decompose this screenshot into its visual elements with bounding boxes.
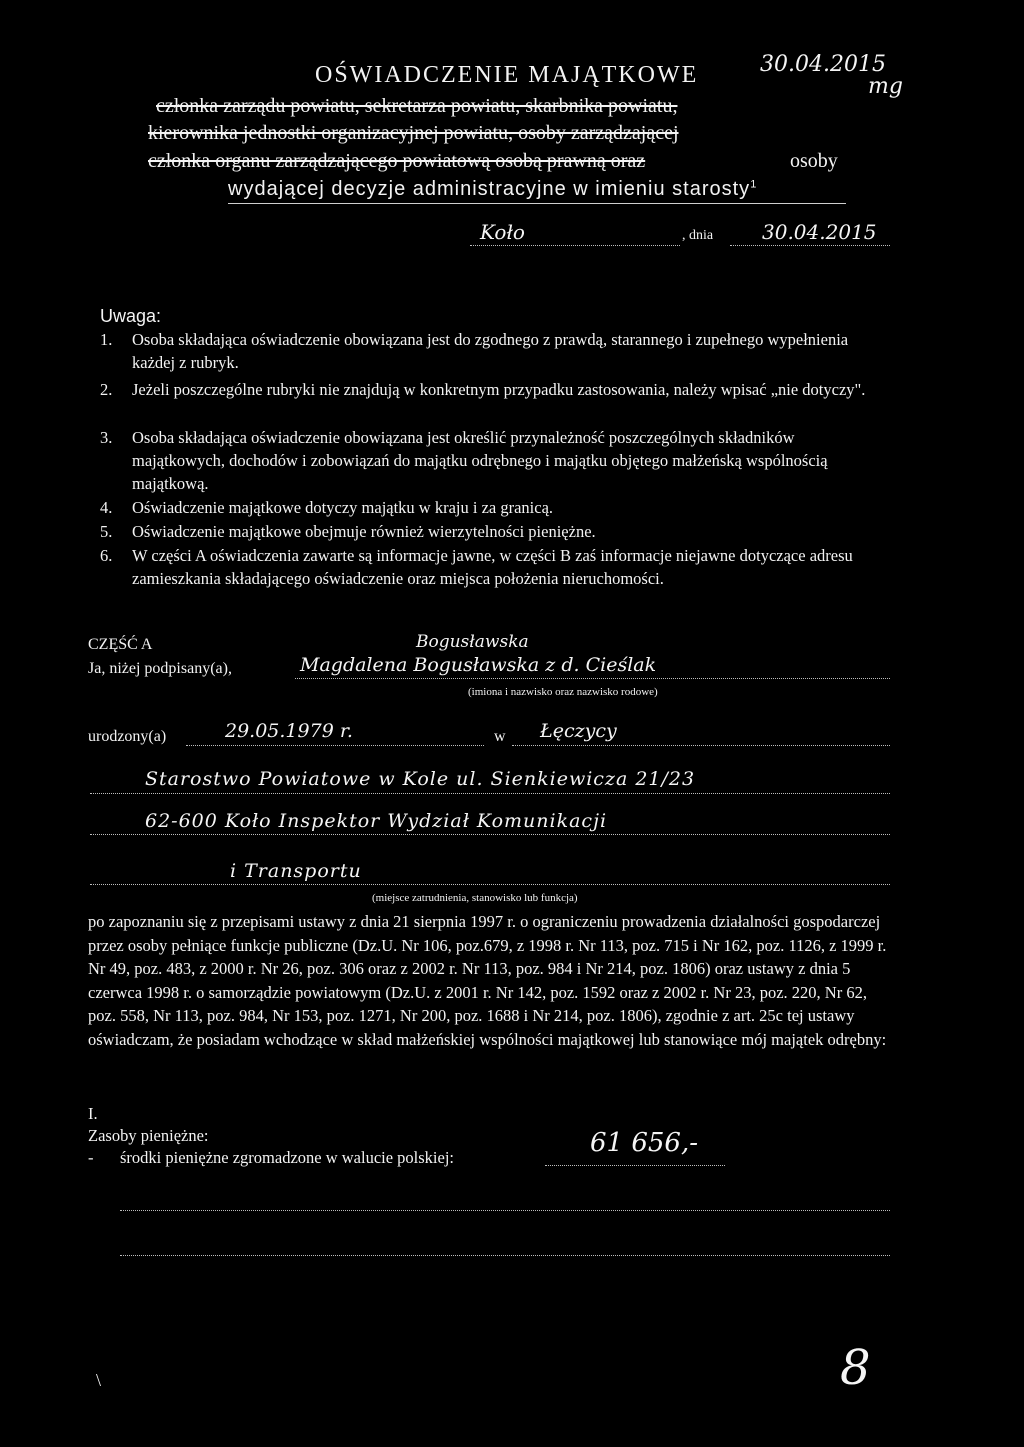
note-text: Jeżeli poszczególne rubryki nie znajdują w konkretnym przypadku zastosowania, należy wpisać „nie dotyczy". <box>132 380 866 399</box>
page-number-handwritten: 8 <box>840 1340 871 1396</box>
note-number: 1. <box>100 330 113 349</box>
polish-currency-value: 61 656,- <box>590 1128 699 1158</box>
employer-dots-1 <box>90 793 890 794</box>
polish-currency-label: środki pieniężne zgromadzone w walucie polskiej: <box>120 1148 455 1167</box>
section-heading: Zasoby pieniężne: <box>88 1126 209 1145</box>
note-text: Oświadczenie majątkowe dotyczy majątku w kraju i za granicą. <box>132 498 554 517</box>
note-number: 3. <box>100 428 113 447</box>
place-handwritten: Koło <box>480 220 525 244</box>
note-text: Oświadczenie majątkowe obejmuje również wierzytelności pieniężne. <box>132 522 596 541</box>
name-caption: (imiona i nazwisko oraz nazwisko rodowe) <box>468 686 658 698</box>
employer-line-1: Starostwo Powiatowe w Kole ul. Sienkiewicza 21/23 <box>145 768 696 790</box>
subtitle-rule <box>228 203 846 204</box>
born-label: urodzony(a) <box>88 728 167 745</box>
note-number: 6. <box>100 546 113 565</box>
note-number: 4. <box>100 498 113 517</box>
born-date-dots <box>186 745 484 746</box>
signed-label: Ja, niżej podpisany(a), <box>88 660 232 677</box>
born-place-dots <box>512 745 890 746</box>
struck-line-3: członka organu zarządzającego powiatową osobą prawną oraz <box>148 150 646 172</box>
born-in-label: w <box>494 728 506 745</box>
polish-currency-dots <box>545 1165 725 1166</box>
employer-line-3: i Transportu <box>230 860 362 882</box>
date-handwritten: 30.04.2015 <box>762 220 877 244</box>
name-above-handwritten: Bogusławska <box>416 632 529 652</box>
note-text: W części A oświadczenia zawarte są informacje jawne, w części B zaś informacje niejawne dotyczące adresu zamieszkania składającego oświadczenie oraz miejsca położenia nieruchomości. <box>132 546 853 588</box>
document-title: OŚWIADCZENIE MAJĄTKOWE <box>315 62 699 88</box>
employer-dots-3 <box>90 884 890 885</box>
note-number: 5. <box>100 522 113 541</box>
extra-dots-1 <box>120 1210 890 1211</box>
date-label: , dnia <box>682 228 714 243</box>
note-6 <box>100 544 880 590</box>
note-1 <box>100 328 880 374</box>
legal-text: po zapoznaniu się z przepisami ustawy z dnia 21 sierpnia 1997 r. o ograniczeniu prowadzenia działalności gospodarczej przez osoby pełniące funkcje publiczne (Dz.U. Nr 106, poz.679, z 1998 r. Nr 113, poz. 715 i Nr 162, poz. 1126, z 1999 r. Nr 49, poz. 483, z 2000 r. Nr 26, poz. 306 oraz z 2002 r. Nr 113, poz. 984 i Nr 214, poz. 1806) oraz ustawy z dnia 5 czerwca 1998 r. o samorządzie powiatowym (Dz.U. z 2001 r. Nr 142, poz. 1592 oraz z 2002 r. Nr 23, poz. 220, Nr 62, poz. 558, Nr 113, poz. 984, Nr 153, poz. 1271, Nr 200, poz. 1688 i Nr 214, poz. 1806), zgodnie z art. 25c tej ustawy oświadczam, że posiadam wchodzące w skład małżeńskiej wspólności majątkowej lub stanowiące mój majątek odrębny: <box>88 912 887 1049</box>
note-5 <box>100 520 880 543</box>
list-dash: - <box>88 1148 94 1167</box>
note-text: Osoba składająca oświadczenie obowiązana jest określić przynależność poszczególnych składników majątkowych, dochodów i zobowiązań do majątku odrębnego i majątku objętego małżeńską wspólnością majątkową. <box>132 428 828 493</box>
note-number: 2. <box>100 380 113 399</box>
part-a-heading: CZĘŚĆ A <box>88 636 153 653</box>
employer-line-2: 62-600 Koło Inspektor Wydział Komunikacji <box>145 810 608 832</box>
employer-caption: (miejsce zatrudnienia, stanowisko lub funkcja) <box>372 892 578 904</box>
born-place-handwritten: Łęczycy <box>540 720 617 742</box>
note-text: Osoba składająca oświadczenie obowiązana jest do zgodnego z prawdą, starannego i zupełnego wypełnienia każdej z rubryk. <box>132 330 849 372</box>
employer-dots-2 <box>90 834 890 835</box>
received-date-stamp: 30.04.2015 <box>760 52 886 77</box>
notes-heading: Uwaga: <box>100 306 162 326</box>
footnote-mark: 1 <box>750 178 758 191</box>
receiver-initials: mg <box>868 74 903 99</box>
extra-dots-2 <box>120 1255 890 1256</box>
margin-mark: \ <box>96 1370 102 1390</box>
date-dots <box>730 245 890 246</box>
born-date-handwritten: 29.05.1979 r. <box>225 720 353 742</box>
struck-line-2: kierownika jednostki organizacyjnej powiatu, osoby zarządzającej <box>148 122 679 144</box>
note-4 <box>100 496 880 519</box>
place-dots <box>470 245 680 246</box>
section-numeral: I. <box>88 1104 98 1123</box>
name-handwritten: Magdalena Bogusławska z d. Cieślak <box>300 654 657 676</box>
subtitle-line: wydającej decyzje administracyjne w imieniu starosty$^1$ <box>228 178 758 200</box>
note-3 <box>100 426 880 495</box>
name-dots <box>295 678 890 679</box>
note-2 <box>100 378 880 401</box>
struck-tail: osoby <box>790 150 838 172</box>
struck-line-1: członka zarządu powiatu, sekretarza powiatu, skarbnika powiatu, <box>156 95 678 117</box>
